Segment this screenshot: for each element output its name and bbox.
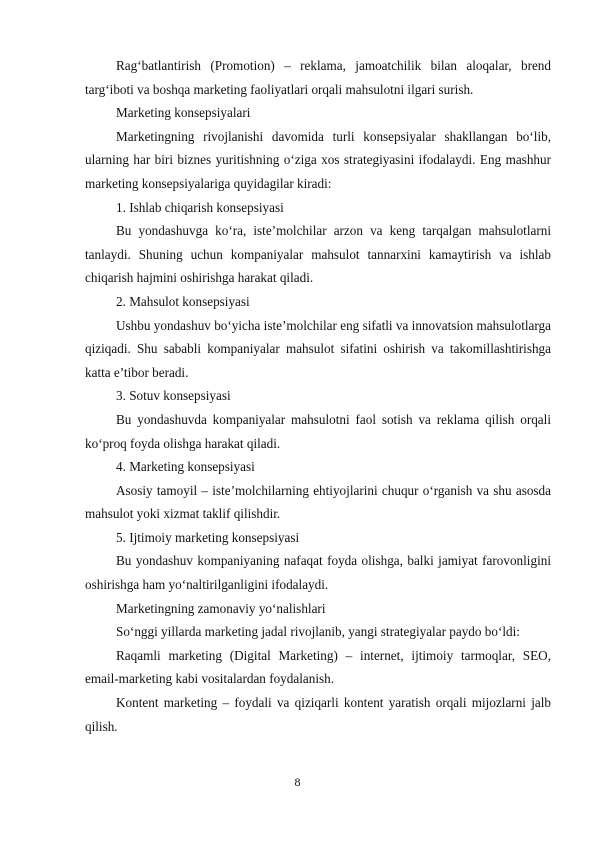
heading-production-concept: 1. Ishlab chiqarish konsepsiyasi — [116, 199, 284, 215]
paragraph-content-marketing: Kontent marketing – foydali va qiziqarli kontent yaratish orqali mijozlarni jalb qilish. — [85, 695, 551, 734]
paragraph-concepts-intro: Marketingning rivojlanishi davomida turli konsepsiyalar shakllangan bo‘lib, ularning har biri biznes yuritishning o‘ziga xos strategiyasini ifodalaydi. Eng mashhur marketing konsepsiyalariga quyidagilar kiradi: — [85, 128, 551, 191]
paragraph-digital-marketing: Raqamli marketing (Digital Marketing) – internet, ijtimoiy tarmoqlar, SEO, email-marketing kabi vositalardan foydalanish. — [85, 647, 551, 687]
page-number: 8 — [294, 775, 301, 789]
heading-marketing-concept: 4. Marketing konsepsiyasi — [116, 459, 255, 475]
heading-modern-directions: Marketingning zamonaviy yo‘nalishlari — [116, 600, 326, 616]
paragraph-social-marketing-concept: Bu yondashuv kompaniyaning nafaqat foyda olishga, balki jamiyat farovonligini oshirishga ham yo‘naltirilganligini ifodalaydi. — [85, 553, 551, 593]
paragraph-product-concept: Ushbu yondashuv bo‘yicha iste’molchilar eng sifatli va innovatsion mahsulotlarga qiziqadi. Shu sababli kompaniyalar mahsulot sifatini oshirish va takomillashtirishga katta e’tibor beradi. — [85, 317, 551, 380]
heading-marketing-concepts: Marketing konsepsiyalari — [116, 105, 251, 121]
heading-product-concept: 2. Mahsulot konsepsiyasi — [116, 293, 250, 309]
heading-social-marketing-concept: 5. Ijtimoiy marketing konsepsiyasi — [116, 529, 300, 545]
paragraph-modern-intro: So‘nggi yillarda marketing jadal rivojlanib, yangi strategiyalar paydo bo‘ldi: — [116, 624, 520, 640]
paragraph-promotion: Rag‘batlantirish (Promotion) – reklama, jamoatchilik bilan aloqalar, brend targ‘iboti va boshqa marketing faoliyatlari orqali mahsulotni ilgari surish. — [85, 58, 551, 97]
paragraph-production-concept: Bu yondashuvga ko‘ra, iste’molchilar arzon va keng tarqalgan mahsulotlarni tanlaydi. Shuning uchun kompaniyalar mahsulot tannarxini kamaytirish va ishlab chiqarish hajmini oshirishga harakat qiladi. — [85, 223, 551, 286]
heading-selling-concept: 3. Sotuv konsepsiyasi — [116, 388, 231, 404]
paragraph-selling-concept: Bu yondashuvda kompaniyalar mahsulotni faol sotish va reklama qilish orqali ko‘proq foyda olishga harakat qiladi. — [85, 411, 551, 451]
paragraph-marketing-concept: Asosiy tamoyil – iste’molchilarning ehtiyojlarini chuqur o‘rganish va shu asosda mahsulot yoki xizmat taklif qilishdir. — [85, 482, 551, 522]
page-content — [85, 54, 551, 738]
